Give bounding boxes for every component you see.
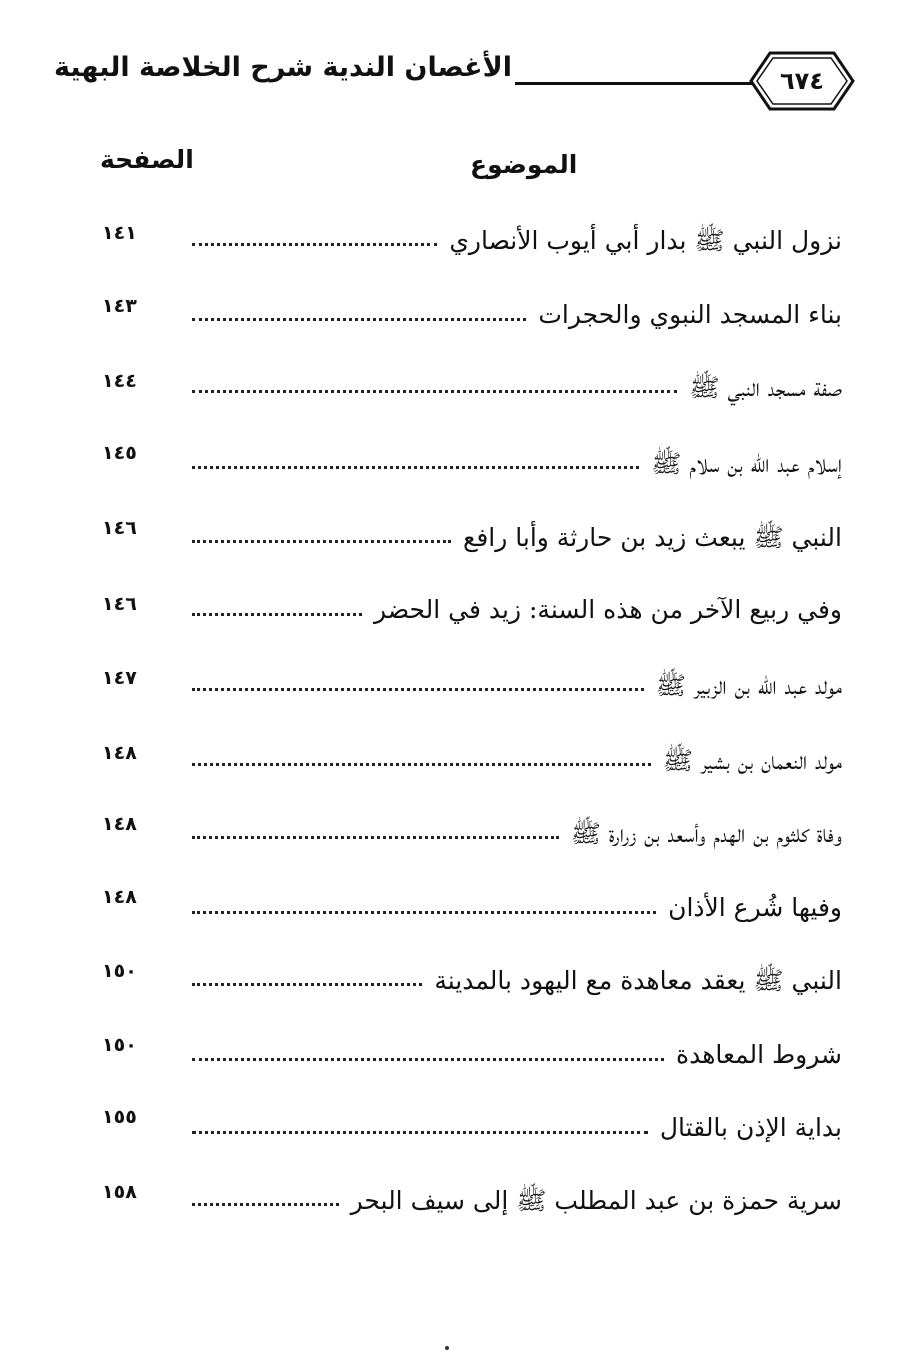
toc-entry-page: ١٥٨ — [102, 1181, 137, 1203]
toc-entry-title: النبي ﷺ يعقد معاهدة مع اليهود بالمدينة — [434, 966, 842, 995]
dot-leader — [192, 540, 451, 543]
dot-leader — [192, 763, 651, 766]
toc-entry-page: ١٥٠ — [102, 1034, 137, 1056]
toc-entry[interactable] — [0, 595, 920, 655]
toc-entry[interactable] — [0, 1181, 920, 1245]
topic-column-heading: الموضوع — [470, 150, 578, 179]
dot-leader — [192, 1131, 648, 1134]
toc-entry-title: مولد عبد الله بن الزبير ﷺ — [655, 671, 842, 700]
dot-leader — [192, 318, 526, 321]
toc-entry-title: بناء المسجد النبوي والحجرات — [538, 300, 842, 329]
toc-entry-title: وفيها شُرع الأذان — [668, 893, 842, 922]
toc-entry-page: ١٤٦ — [102, 517, 137, 539]
toc-entry-title: شروط المعاهدة — [676, 1040, 842, 1069]
toc-entry-title: سرية حمزة بن عبد المطلب ﷺ إلى سيف البحر — [350, 1186, 842, 1215]
dot-leader — [192, 983, 422, 986]
dot-leader — [192, 466, 639, 469]
toc-entry-page: ١٤٧ — [102, 667, 137, 689]
toc-entry[interactable] — [0, 886, 920, 953]
toc-entry[interactable] — [0, 295, 920, 360]
dot-leader — [192, 836, 559, 839]
toc-entry[interactable] — [0, 742, 920, 805]
dot-leader — [192, 911, 656, 914]
dot-leader — [192, 1058, 664, 1061]
book-title: الأغصان الندية شرح الخلاصة البهية — [54, 52, 512, 83]
toc-entry-page: ١٤٥ — [102, 442, 137, 464]
toc-entry-title: مولد النعمان بن بشير ﷺ — [662, 746, 842, 775]
toc-entry-page: ١٤٨ — [102, 742, 137, 764]
toc-entry[interactable] — [0, 1106, 920, 1173]
toc-entry-page: ١٤١ — [102, 222, 137, 244]
toc-entry-title: وفاة كلثوم بن الهدم وأسعد بن زرارة ﷺ — [570, 819, 842, 848]
toc-entry[interactable] — [0, 372, 920, 432]
toc-entry-page: ١٥٠ — [102, 960, 137, 982]
page-number: ٦٧٤ — [780, 67, 824, 95]
toc-entry-title: نزول النبي ﷺ بدار أبي أيوب الأنصاري — [449, 226, 842, 255]
dot-leader — [192, 390, 677, 393]
toc-entry[interactable] — [0, 1034, 920, 1100]
toc-entry-title: وفي ربيع الآخر من هذه السنة: زيد في الحضر — [374, 595, 842, 624]
toc-entry-title: صفة مسجد النبي ﷺ — [689, 373, 842, 402]
dot-leader — [192, 243, 437, 246]
footer-mark — [445, 1346, 449, 1350]
dot-leader — [192, 688, 644, 691]
toc-entry[interactable] — [0, 442, 920, 508]
toc-entry-page: ١٤٨ — [102, 886, 137, 908]
toc-entry-title: النبي ﷺ يبعث زيد بن حارثة وأبا رافع — [463, 523, 842, 552]
toc-entry-page: ١٥٥ — [102, 1106, 137, 1128]
dot-leader — [192, 1203, 339, 1206]
toc-entry-title: بداية الإذن بالقتال — [659, 1113, 842, 1142]
toc-entry[interactable] — [0, 517, 920, 582]
toc-entry[interactable] — [0, 960, 920, 1025]
dot-leader — [192, 613, 362, 616]
toc-entry-page: ١٤٣ — [102, 295, 137, 317]
toc-entry-title: إسلام عبد الله بن سلام ﷺ — [651, 449, 842, 478]
toc-entry-page: ١٤٤ — [102, 370, 137, 392]
toc-entry[interactable] — [0, 813, 920, 878]
page-column-heading: الصفحة — [100, 145, 194, 174]
toc-entry[interactable] — [0, 222, 920, 285]
toc-entry-page: ١٤٦ — [102, 593, 137, 615]
toc-entry[interactable] — [0, 667, 920, 730]
toc-entry-page: ١٤٨ — [102, 813, 137, 835]
